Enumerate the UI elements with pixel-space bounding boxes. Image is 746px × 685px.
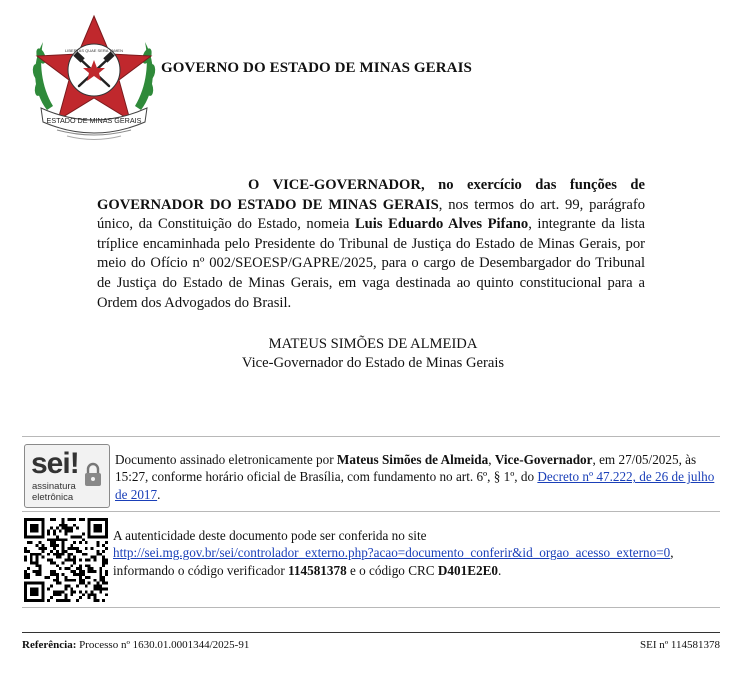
- verification-code: 114581378: [288, 562, 347, 578]
- verification-end: .: [497, 562, 502, 578]
- reference-value: Processo nº 1630.01.0001344/2025-91: [76, 639, 250, 651]
- coat-small-top-text: LIBERTAS QUAE SERA TAMEN: [65, 48, 123, 53]
- separator-text: ,: [488, 452, 495, 467]
- electronic-signature-text: [115, 451, 715, 503]
- verification-text: [113, 527, 718, 579]
- signatory-role: Vice-Governador do Estado de Minas Gerais: [241, 355, 505, 371]
- verification-prefix: A autenticidade deste documento pode ser conferida no site: [113, 528, 427, 543]
- sei-number: SEI nº 114581378: [639, 639, 720, 651]
- footer-divider: [22, 632, 720, 633]
- qr-code: [24, 518, 108, 602]
- decree-text-part2: , integrante da lista tríplice encaminhada pelo Presidente do Tribunal de Justiça do Estado de Minas Gerais, por meio do Ofício nº 002/SEOESP/GAPRE/2025, para o cargo de Desembargador do Tribunal de Justiça do Estado de Minas Gerais, em vaga destinada ao quinto constitucional para a Ordem dos Advogados do Brasil.: [97, 216, 645, 311]
- signature-details: , em 27/05/2025, às 15:27, conforme horário oficial de Brasília, com fundamento no art. 6º, § 1º, do: [115, 452, 697, 485]
- decree-nominee: Luis Eduardo Alves Pifano: [354, 216, 529, 233]
- coat-of-arms-emblem: [27, 12, 161, 142]
- divider: [22, 436, 720, 437]
- signatory-name: MATEUS SIMÕES DE ALMEIDA: [268, 336, 478, 352]
- government-title: GOVERNO DO ESTADO DE MINAS GERAIS: [161, 60, 472, 76]
- lock-icon: [83, 462, 103, 488]
- verification-middle2: e o código CRC: [346, 562, 438, 578]
- process-reference: [22, 639, 249, 651]
- divider: [22, 511, 720, 512]
- verification-middle: , informando o código verificador: [113, 545, 674, 578]
- decree-opening: O VICE-GOVERNADOR, no exercício das funções de GOVERNADOR DO ESTADO DE MINAS GERAIS: [97, 177, 645, 213]
- sei-logo-subtitle: eletrônica: [32, 492, 74, 503]
- decree-body: [97, 176, 645, 313]
- coat-banner-text: ESTADO DE MINAS GERAIS: [46, 116, 142, 125]
- decree-text-part1: , nos termos do art. 99, parágrafo único, da Constituição do Estado, nomeia: [97, 196, 645, 233]
- sei-signature-logo: [24, 444, 110, 508]
- sei-logo-word: sei!: [31, 447, 79, 480]
- signature-end: .: [157, 486, 161, 502]
- decree-link[interactable]: Decreto nº 47.222, de 26 de julho de 2017: [115, 469, 715, 502]
- divider: [22, 607, 720, 608]
- reference-label: Referência:: [22, 639, 77, 651]
- sei-logo-subtitle: assinatura: [32, 481, 76, 492]
- signer-name: Mateus Simões de Almeida: [336, 452, 489, 467]
- signer-role: Vice-Governador: [494, 452, 593, 467]
- signature-prefix: Documento assinado eletronicamente por: [115, 452, 337, 467]
- verification-link[interactable]: http://sei.mg.gov.br/sei/controlador_externo.php?acao=documento_conferir&id_orgao_acesso_externo=0: [113, 545, 671, 561]
- crc-code: D401E2E0: [437, 562, 498, 578]
